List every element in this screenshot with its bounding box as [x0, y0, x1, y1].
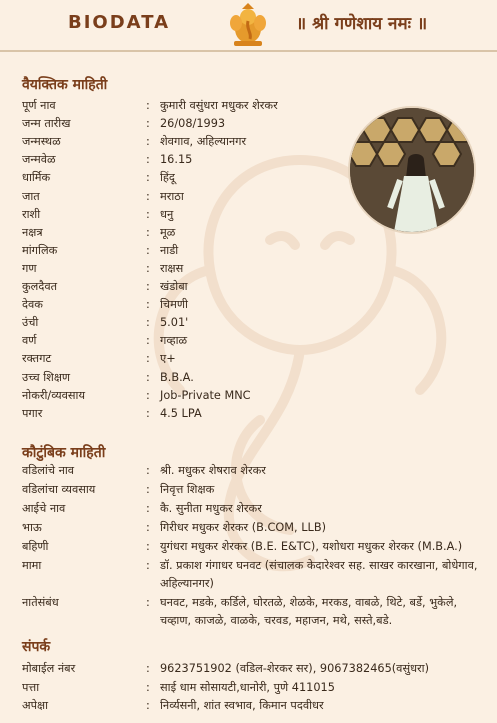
field-label: भाऊ [22, 521, 42, 534]
field-label: नोकरी/व्यवसाय [22, 388, 86, 402]
colon-separator: : [146, 681, 150, 694]
field-label: नातेसंबंध [22, 596, 59, 609]
field-label: कुलदैवत [22, 280, 58, 293]
field-value: गव्हाळ [160, 334, 188, 348]
field-label: गण [22, 261, 37, 275]
field-label: जन्म तारीख [22, 117, 71, 131]
field-label: वर्ण [22, 334, 37, 348]
field-value: Job-Private MNC [160, 388, 251, 402]
field-label: आईचे नाव [22, 502, 66, 515]
field-label: नक्षत्र [22, 225, 43, 239]
field-value: खंडोबा [160, 280, 188, 293]
field-label: वडिलांचा व्यवसाय [22, 483, 96, 496]
field-value: कुमारी वसुंधरा मधुकर शेरकर [160, 99, 278, 112]
colon-separator: : [146, 99, 150, 112]
colon-separator: : [146, 370, 150, 384]
field-label: धार्मिक [22, 171, 51, 185]
field-label: राशी [22, 207, 41, 221]
field-label: देवक [22, 298, 43, 312]
field-value: ए+ [160, 352, 176, 366]
colon-separator: : [146, 388, 150, 402]
field-value: गिरीधर मधुकर शेरकर (B.COM, LLB) [160, 521, 326, 534]
field-label: पत्ता [22, 681, 40, 694]
field-value: हिंदू [160, 171, 175, 185]
colon-separator: : [146, 207, 150, 221]
ganesha-icon [226, 3, 270, 47]
field-label: रक्तगट [22, 352, 52, 366]
field-value: चिमणी [160, 298, 188, 312]
colon-separator: : [146, 406, 150, 420]
colon-separator: : [146, 153, 150, 167]
field-label: मोबाईल नंबर [22, 662, 76, 675]
field-value: नाडी [160, 243, 179, 257]
colon-separator: : [146, 225, 150, 239]
field-value: B.B.A. [160, 370, 194, 384]
colon-separator: : [146, 171, 150, 185]
colon-separator: : [146, 117, 150, 131]
colon-separator: : [146, 243, 150, 257]
colon-separator: : [146, 298, 150, 312]
field-value: निर्व्यसनी, शांत स्वभाव, किमान पदवीधर [160, 699, 324, 712]
field-value: घनवट, मडके, कर्डिले, घोरतळे, शेळके, मरकड, वाबळे, थिटे, बर्डे, भुकेले, चव्हाण, काजळे, वाळके, चरवड, महाजन, मथे, सस्ते,बडे. [160, 596, 458, 627]
family-section-title: कौटुंबिक माहिती [22, 445, 106, 461]
field-value: निवृत्त शिक्षक [160, 483, 215, 496]
field-label: जन्मवेळ [22, 153, 56, 167]
colon-separator: : [146, 334, 150, 348]
field-value: 9623751902 (वडिल-शेरकर सर), 9067382465(वसुंधरा) [160, 662, 429, 675]
colon-separator: : [146, 352, 150, 366]
field-value: धनु [160, 207, 174, 221]
colon-separator: : [146, 316, 150, 330]
field-label: पगार [22, 406, 43, 420]
personal-section-title: वैयक्तिक माहिती [22, 77, 108, 93]
colon-separator: : [146, 559, 150, 572]
colon-separator: : [146, 483, 150, 496]
field-label: बहिणी [22, 540, 49, 553]
field-value: मराठा [160, 189, 184, 203]
field-label: मामा [22, 559, 42, 572]
colon-separator: : [146, 699, 150, 712]
colon-separator: : [146, 502, 150, 515]
field-label: अपेक्षा [22, 699, 49, 712]
biodata-title: BIODATA [68, 12, 171, 33]
field-value: 4.5 LPA [160, 406, 202, 420]
field-value: 16.15 [160, 153, 193, 167]
field-label: पूर्ण नाव [22, 99, 56, 112]
field-label: उच्च शिक्षण [22, 370, 71, 384]
shri-ganeshay-namah: ॥ श्री गणेशाय नमः ॥ [296, 14, 428, 34]
colon-separator: : [146, 464, 150, 477]
field-value: श्री. मधुकर शेषराव शेरकर [160, 464, 266, 477]
field-value: शेवगाव, अहिल्यानगर [160, 135, 247, 149]
field-value: मूळ [160, 225, 176, 239]
colon-separator: : [146, 261, 150, 275]
field-value: 5.01' [160, 316, 189, 330]
colon-separator: : [146, 135, 150, 149]
field-label: वडिलांचे नाव [22, 464, 75, 477]
header-bar [0, 0, 497, 52]
contact-section-title: संपर्क [22, 639, 51, 655]
colon-separator: : [146, 521, 150, 534]
field-label: जन्मस्थळ [22, 135, 61, 149]
field-value: 26/08/1993 [160, 117, 226, 131]
field-value: युगंधरा मधुकर शेरकर (B.E. E&TC), यशोधरा मधुकर शेरकर (M.B.A.) [160, 540, 463, 553]
colon-separator: : [146, 596, 150, 609]
field-value: कै. सुनीता मधुकर शेरकर [160, 502, 262, 515]
profile-photo-icon [350, 108, 474, 232]
colon-separator: : [146, 189, 150, 203]
field-label: जात [22, 189, 40, 203]
field-value: डॉ. प्रकाश गंगाधर घनवट (संचालक केदारेश्वर सह. साखर कारखाना, बोधेगाव, अहिल्यानगर) [160, 559, 478, 590]
colon-separator: : [146, 662, 150, 675]
colon-separator: : [146, 540, 150, 553]
profile-photo [348, 106, 476, 234]
field-value: साई धाम सोसायटी,धानोरी, पुणे 411015 [160, 681, 335, 694]
field-label: मांगलिक [22, 243, 58, 257]
colon-separator: : [146, 280, 150, 293]
field-label: उंची [22, 316, 39, 330]
field-value: राक्षस [160, 261, 184, 275]
